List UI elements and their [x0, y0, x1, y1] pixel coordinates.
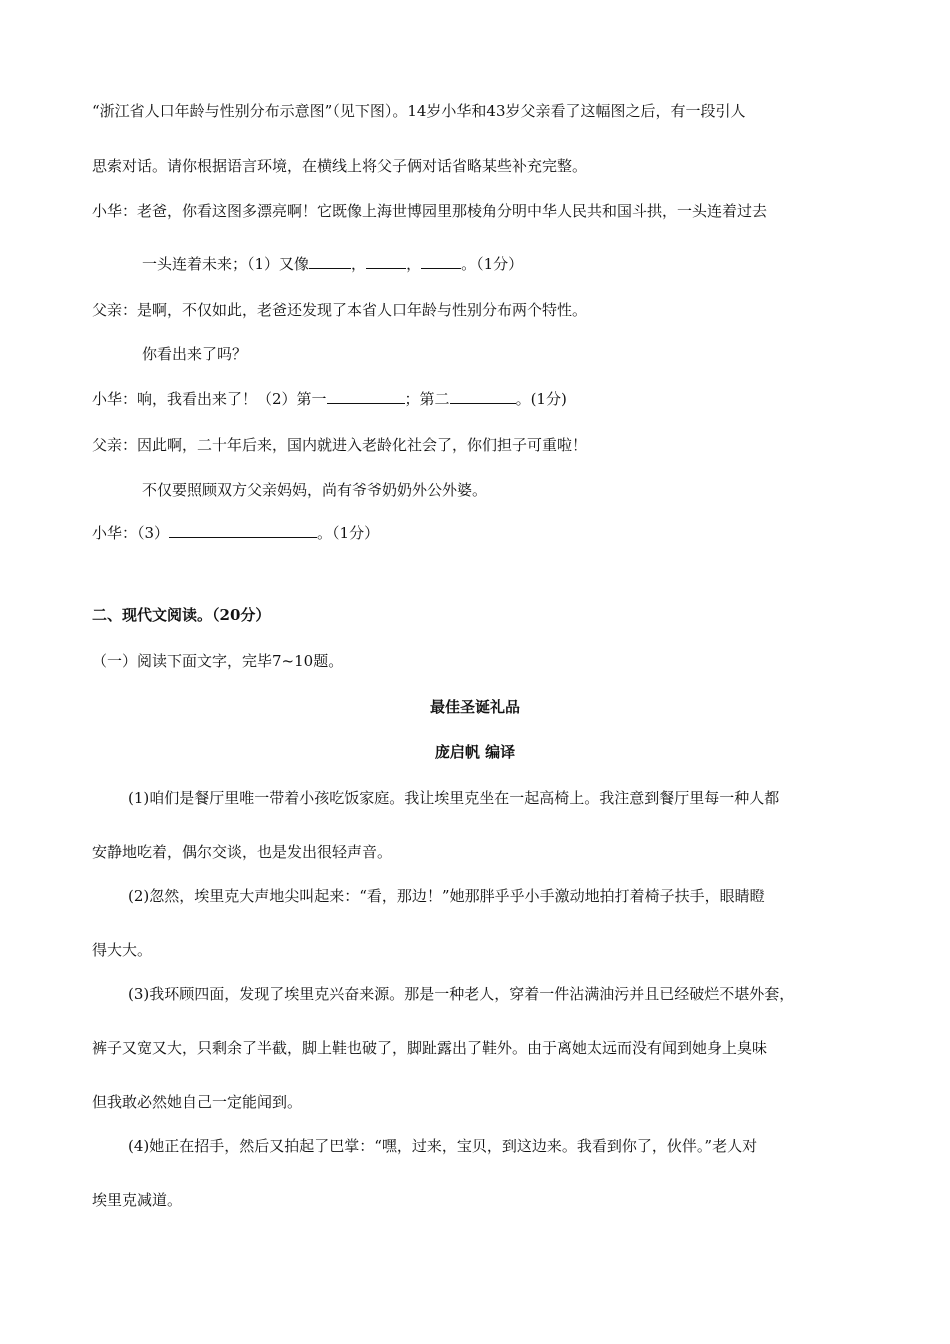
answer-blank-1c[interactable] — [421, 254, 461, 269]
intro-line-1: “浙江省人口年龄与性别分布示意图”（见下图）。14岁小华和43岁父亲看了这幅图之后，有一段引人 — [92, 102, 746, 120]
paragraph-4-line-2: 埃里克减道。 — [92, 1191, 183, 1209]
answer-blank-2a[interactable] — [327, 389, 405, 404]
answer-blank-1b[interactable] — [366, 254, 406, 269]
paragraph-3-line-3: 但我敢必然她自己一定能闻到。 — [92, 1093, 303, 1111]
score-note: 。(1分) — [515, 390, 567, 408]
paragraph-1-line-2: 安静地吃着，偶尔交谈，也是发出很轻声音。 — [92, 843, 393, 861]
paragraph-2-line-2: 得大大。 — [92, 941, 153, 959]
dialogue-xiaohua-2 — [92, 389, 567, 409]
dialogue-father-1: 父亲：是啊，不仅如此，老爸还发现了本省人口年龄与性别分布两个特性。 — [92, 301, 588, 319]
dialogue-father-2-cont: 不仅要照顾双方父亲妈妈，尚有爷爷奶奶外公外婆。 — [142, 481, 488, 499]
paragraph-4-line-1: (4)她正在招手，然后又拍起了巴掌：“嘿，过来，宝贝，到这边来。我看到你了，伙伴。”老人对 — [128, 1137, 758, 1155]
article-author: 庞启帆 编译 — [434, 743, 516, 761]
section-heading: 二、现代文阅读。（20分） — [92, 606, 271, 624]
paragraph-1-line-1: (1)咱们是餐厅里唯一带着小孩吃饭家庭。我让埃里克坐在一起高椅上。我注意到餐厅里每一种人都 — [128, 789, 780, 807]
intro-line-2: 思索对话。请你根据语言环境，在横线上将父子俩对话省略某些补充完整。 — [92, 157, 588, 175]
dialogue-text: ；第二 — [404, 390, 450, 408]
dialogue-text: 小华：（3） — [92, 524, 170, 542]
dialogue-text: 小华：响，我看出来了！（2）第一 — [92, 390, 327, 408]
dialogue-xiaohua-1: 小华：老爸，你看这图多漂亮啊！它既像上海世博园里那棱角分明中华人民共和国斗拱，一头连着过去 — [92, 202, 768, 220]
score-note: 。（1分） — [317, 524, 380, 542]
answer-blank-2b[interactable] — [450, 389, 516, 404]
dialogue-text: 一头连着未来；（1）又像 — [142, 255, 310, 273]
dialogue-father-1-cont: 你看出来了吗？ — [142, 345, 248, 363]
answer-blank-1a[interactable] — [309, 254, 351, 269]
dialogue-xiaohua-1-cont — [142, 254, 523, 274]
separator: ， — [351, 255, 367, 273]
dialogue-father-2: 父亲：因此啊，二十年后来，国内就进入老龄化社会了，你们担子可重啦！ — [92, 436, 588, 454]
section-subheading: （一）阅读下面文字，完毕7~10题。 — [92, 652, 344, 670]
article-title: 最佳圣诞礼品 — [429, 698, 520, 716]
paragraph-3-line-1: (3)我环顾四面，发现了埃里克兴奋来源。那是一种老人，穿着一件沾满油污并且已经破烂不堪外套， — [128, 985, 795, 1003]
answer-blank-3[interactable] — [169, 523, 317, 538]
separator: ， — [406, 255, 422, 273]
dialogue-xiaohua-3 — [92, 523, 379, 543]
paragraph-2-line-1: (2)忽然，埃里克大声地尖叫起来：“看，那边！”她那胖乎乎小手激动地拍打着椅子扶手，眼睛瞪 — [128, 887, 765, 905]
score-note: 。（1分） — [461, 255, 524, 273]
paragraph-3-line-2: 裤子又宽又大，只剩余了半截，脚上鞋也破了，脚趾露出了鞋外。由于离她太远而没有闻到她身上臭味 — [92, 1039, 768, 1057]
